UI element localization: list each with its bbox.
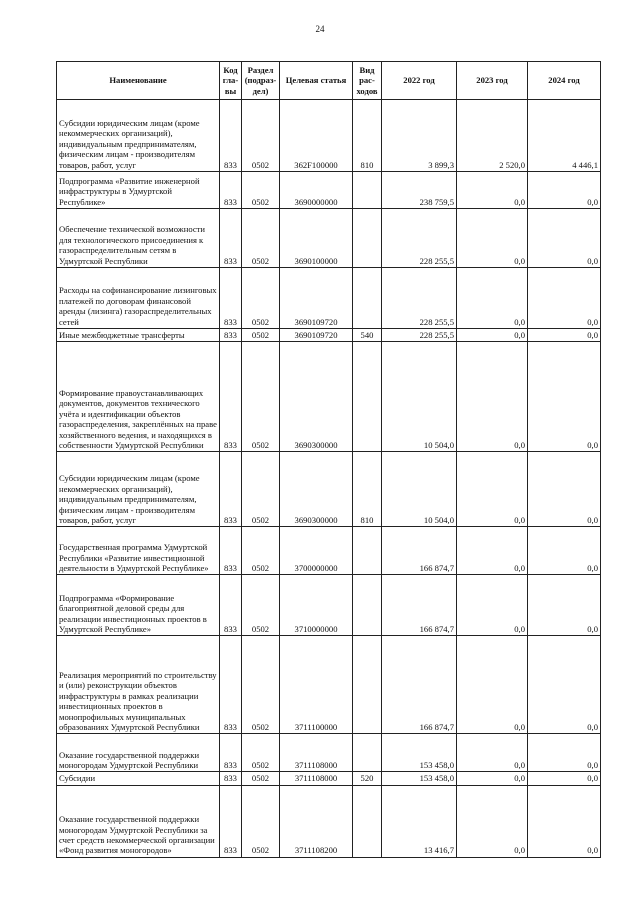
row-name: Оказание государственной поддержки моногородам Удмуртской Республики <box>57 734 220 772</box>
row-section: 0502 <box>242 452 280 527</box>
row-type: 810 <box>353 452 382 527</box>
row-2023: 0,0 <box>457 329 528 342</box>
row-type: 540 <box>353 329 382 342</box>
row-article: 3690300000 <box>280 342 353 452</box>
row-article: 3711108000 <box>280 772 353 785</box>
row-2022: 153 458,0 <box>382 772 457 785</box>
row-type <box>353 342 382 452</box>
row-section: 0502 <box>242 100 280 172</box>
row-section: 0502 <box>242 342 280 452</box>
row-chapter: 833 <box>220 100 242 172</box>
table-row <box>57 527 601 575</box>
table-row <box>57 575 601 636</box>
row-section: 0502 <box>242 268 280 329</box>
row-section: 0502 <box>242 575 280 636</box>
row-chapter: 833 <box>220 268 242 329</box>
row-2023: 0,0 <box>457 452 528 527</box>
row-2024: 0,0 <box>528 636 601 734</box>
row-2023: 0,0 <box>457 734 528 772</box>
row-2024: 0,0 <box>528 734 601 772</box>
row-type: 520 <box>353 772 382 785</box>
row-2023: 0,0 <box>457 268 528 329</box>
row-chapter: 833 <box>220 209 242 268</box>
table-row <box>57 734 601 772</box>
row-name: Субсидии <box>57 772 220 785</box>
row-2024: 0,0 <box>528 772 601 785</box>
header-year-2024: 2024 год <box>528 62 601 100</box>
row-name: Обеспечение технической возможности для технологического присоединения к газораспределительным сетям в Удмуртской Республики <box>57 209 220 268</box>
table-row <box>57 785 601 857</box>
row-2024: 0,0 <box>528 329 601 342</box>
row-article: 362F100000 <box>280 100 353 172</box>
row-2024: 0,0 <box>528 172 601 209</box>
row-2024: 4 446,1 <box>528 100 601 172</box>
table-row <box>57 100 601 172</box>
header-year-2023: 2023 год <box>457 62 528 100</box>
row-2024: 0,0 <box>528 268 601 329</box>
table-row <box>57 268 601 329</box>
row-type <box>353 734 382 772</box>
row-chapter: 833 <box>220 342 242 452</box>
table-row <box>57 209 601 268</box>
row-2023: 0,0 <box>457 527 528 575</box>
row-name: Иные межбюджетные трансферты <box>57 329 220 342</box>
row-2023: 2 520,0 <box>457 100 528 172</box>
row-2022: 13 416,7 <box>382 785 457 857</box>
table-row <box>57 636 601 734</box>
table-row <box>57 172 601 209</box>
row-chapter: 833 <box>220 636 242 734</box>
row-2023: 0,0 <box>457 785 528 857</box>
row-type: 810 <box>353 100 382 172</box>
row-article: 3690109720 <box>280 329 353 342</box>
row-2023: 0,0 <box>457 172 528 209</box>
row-2022: 228 255,5 <box>382 329 457 342</box>
row-name: Оказание государственной поддержки моногородам Удмуртской Республики за счет средств некоммерческой организации «Фонд развития моногородов» <box>57 785 220 857</box>
header-year-2022: 2022 год <box>382 62 457 100</box>
row-article: 3700000000 <box>280 527 353 575</box>
page-number: 24 <box>315 24 325 34</box>
row-name: Реализация мероприятий по строительству и (или) реконструкции объектов инфраструктуры в рамках реализации инвестиционных проектов в монопрофильных муниципальных образованиях Удмуртской Республики <box>57 636 220 734</box>
table-row <box>57 772 601 785</box>
row-2022: 166 874,7 <box>382 527 457 575</box>
row-section: 0502 <box>242 329 280 342</box>
row-2024: 0,0 <box>528 209 601 268</box>
row-name: Подпрограмма «Формирование благоприятной деловой среды для реализации инвестиционных проектов в Удмуртской Республике» <box>57 575 220 636</box>
row-2024: 0,0 <box>528 342 601 452</box>
row-2024: 0,0 <box>528 527 601 575</box>
table-row <box>57 452 601 527</box>
row-2024: 0,0 <box>528 785 601 857</box>
row-section: 0502 <box>242 785 280 857</box>
row-type <box>353 268 382 329</box>
row-article: 3710000000 <box>280 575 353 636</box>
row-name: Государственная программа Удмуртской Республики «Развитие инвестиционной деятельности в Удмуртской Республике» <box>57 527 220 575</box>
row-2022: 238 759,5 <box>382 172 457 209</box>
row-chapter: 833 <box>220 772 242 785</box>
row-section: 0502 <box>242 209 280 268</box>
row-2023: 0,0 <box>457 636 528 734</box>
row-2023: 0,0 <box>457 342 528 452</box>
row-2022: 3 899,3 <box>382 100 457 172</box>
row-article: 3690100000 <box>280 209 353 268</box>
header-expense-type: Вид рас- ходов <box>353 62 382 100</box>
row-2022: 10 504,0 <box>382 452 457 527</box>
row-article: 3690109720 <box>280 268 353 329</box>
row-2022: 228 255,5 <box>382 268 457 329</box>
header-section: Раздел (подраз- дел) <box>242 62 280 100</box>
row-chapter: 833 <box>220 172 242 209</box>
row-2022: 166 874,7 <box>382 575 457 636</box>
row-section: 0502 <box>242 527 280 575</box>
table-row <box>57 342 601 452</box>
row-article: 3690000000 <box>280 172 353 209</box>
row-2022: 166 874,7 <box>382 636 457 734</box>
table-row <box>57 329 601 342</box>
row-article: 3711108000 <box>280 734 353 772</box>
row-article: 3711108200 <box>280 785 353 857</box>
row-section: 0502 <box>242 636 280 734</box>
row-2023: 0,0 <box>457 209 528 268</box>
row-2022: 153 458,0 <box>382 734 457 772</box>
header-target-article: Целевая статья <box>280 62 353 100</box>
header-chapter-code: Код гла- вы <box>220 62 242 100</box>
row-type <box>353 172 382 209</box>
row-chapter: 833 <box>220 452 242 527</box>
row-2023: 0,0 <box>457 772 528 785</box>
row-name: Формирование правоустанавливающих документов, документов технического учёта и идентификации объектов газораспределения, закреплённых на праве хозяйственного ведения, и находящихся в собственности Удмуртской Республики <box>57 342 220 452</box>
row-article: 3711100000 <box>280 636 353 734</box>
row-section: 0502 <box>242 772 280 785</box>
row-chapter: 833 <box>220 785 242 857</box>
header-name: Наименование <box>57 62 220 100</box>
row-chapter: 833 <box>220 575 242 636</box>
row-name: Субсидии юридическим лицам (кроме некоммерческих организаций), индивидуальным предпринимателям, физическим лицам - производителям товаров, работ, услуг <box>57 452 220 527</box>
row-name: Субсидии юридическим лицам (кроме некоммерческих организаций), индивидуальным предпринимателям, физическим лицам - производителям товаров, работ, услуг <box>57 100 220 172</box>
table-header-row <box>57 62 601 100</box>
row-chapter: 833 <box>220 734 242 772</box>
row-section: 0502 <box>242 734 280 772</box>
row-2023: 0,0 <box>457 575 528 636</box>
row-2022: 10 504,0 <box>382 342 457 452</box>
row-article: 3690300000 <box>280 452 353 527</box>
row-type <box>353 575 382 636</box>
row-type <box>353 209 382 268</box>
row-2024: 0,0 <box>528 452 601 527</box>
row-name: Подпрограмма «Развитие инженерной инфраструктуры в Удмуртской Республике» <box>57 172 220 209</box>
row-name: Расходы на софинансирование лизинговых платежей по договорам финансовой аренды (лизинга) газораспределительных сетей <box>57 268 220 329</box>
row-section: 0502 <box>242 172 280 209</box>
row-chapter: 833 <box>220 329 242 342</box>
row-2024: 0,0 <box>528 575 601 636</box>
budget-table <box>56 61 601 858</box>
row-type <box>353 636 382 734</box>
row-2022: 228 255,5 <box>382 209 457 268</box>
row-type <box>353 527 382 575</box>
row-type <box>353 785 382 857</box>
row-chapter: 833 <box>220 527 242 575</box>
